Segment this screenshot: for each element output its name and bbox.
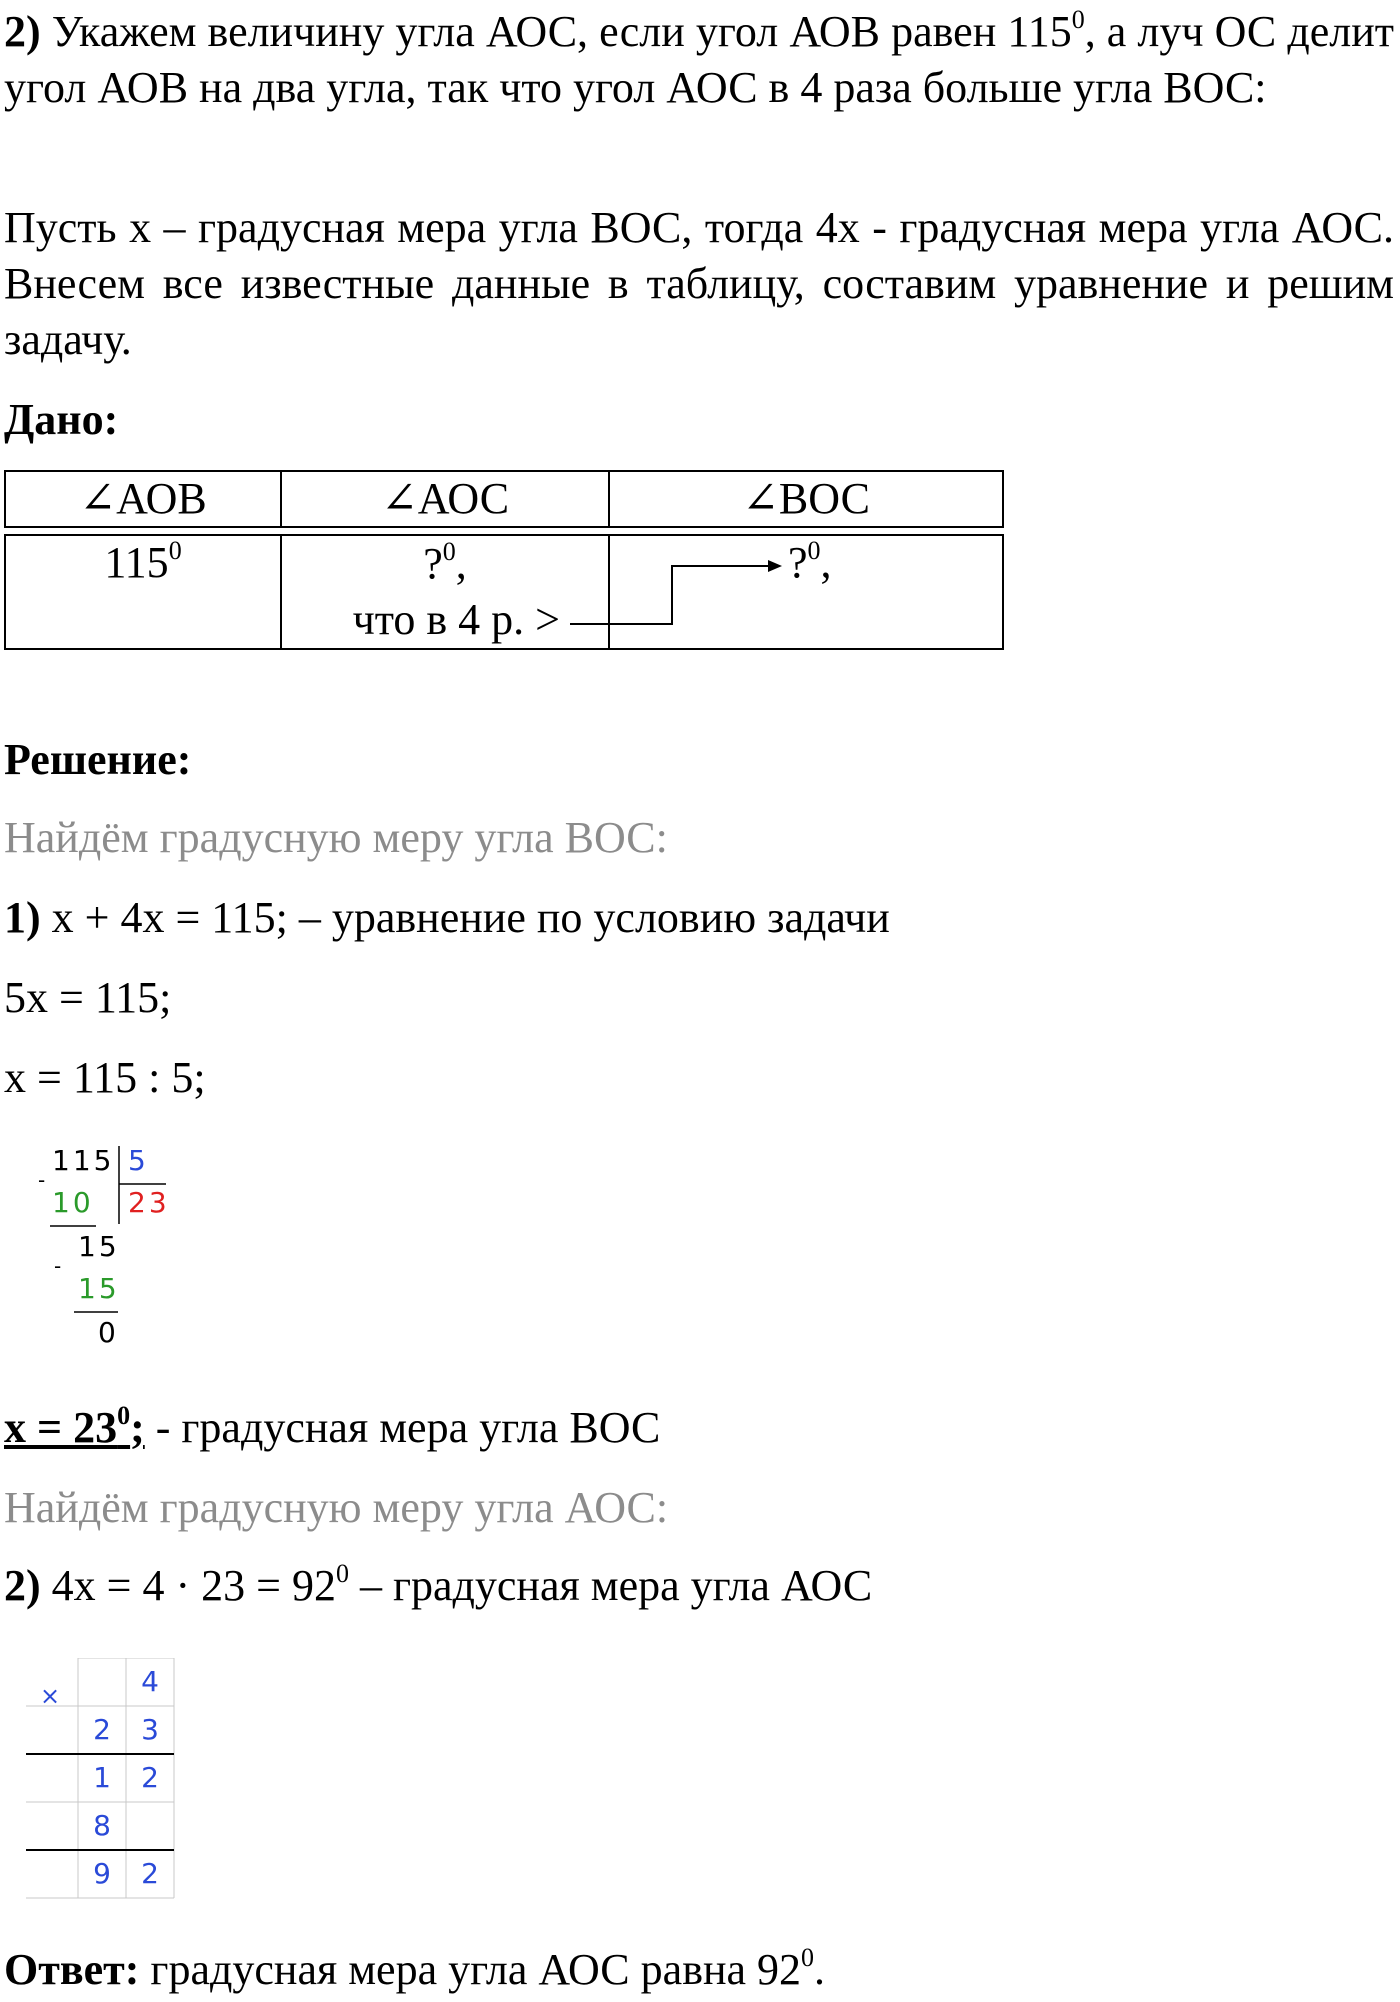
- value-boc: ?$^0$,: [608, 534, 1004, 650]
- quotient: 23: [128, 1186, 170, 1219]
- grid-cell: 8: [93, 1809, 111, 1842]
- grid-cell: 3: [141, 1713, 159, 1746]
- division-lines: [34, 1144, 184, 1359]
- find-aoc-text: Найдём градусную меру угла АОС:: [4, 1483, 669, 1532]
- comparison-note: что в 4 р. >: [352, 595, 560, 644]
- header-aoc: ∠АОС: [280, 470, 610, 528]
- equation-x: х = 115 : 5;: [4, 1053, 206, 1102]
- minus-1: -: [38, 1168, 49, 1192]
- remainder-1: 15: [78, 1230, 120, 1263]
- problem-number: 2): [4, 7, 41, 56]
- dividend: 115: [52, 1144, 115, 1177]
- equation-5x: 5х = 115;: [4, 973, 172, 1022]
- grid-cell: 9: [93, 1857, 111, 1890]
- header-aob: ∠АОВ: [4, 470, 282, 528]
- problem-statement: [4, 4, 1394, 116]
- problem-text-1: Укажем величину угла АОС, если угол АОВ равен 115: [40, 7, 1072, 56]
- intro-paragraph: Пусть х – градусная мера угла ВОС, тогда 4х - градусная мера угла АОС. Внесем все известные данные в таблицу, составим уравнение и решим задачу.: [4, 203, 1394, 364]
- grid-cell: 2: [141, 1761, 159, 1794]
- subtrahend-2: 15: [78, 1272, 120, 1305]
- value-aob: $115^0$: [4, 534, 282, 650]
- grid-cell: 4: [141, 1665, 159, 1698]
- answer-line: Ответ: градусная мера угла АОС равна $92^0$.: [4, 1943, 826, 1994]
- degree-mark: 0: [1071, 5, 1085, 34]
- grid-cell: 1: [93, 1761, 111, 1794]
- divisor: 5: [128, 1144, 149, 1177]
- times-sign: ×: [39, 1682, 61, 1710]
- step2-line: 2) $4х = 4 \cdot 23 = 92^0$ – градусная мера угла АОС: [4, 1559, 873, 1610]
- value-aoc: ?$^0$, что в 4 р. >: [280, 534, 610, 650]
- find-boc-text: Найдём градусную меру угла ВОС:: [4, 813, 668, 862]
- solution-heading: Решение:: [4, 735, 192, 784]
- given-table: [4, 470, 1004, 650]
- long-division: [34, 1144, 184, 1359]
- grid-cell: 2: [141, 1857, 159, 1890]
- subtrahend-1: 10: [52, 1186, 94, 1219]
- header-boc: ∠ВОС: [608, 470, 1004, 528]
- final-remainder: 0: [98, 1316, 119, 1349]
- x-result-line: $х = 23^0$; - градусная мера угла ВОС: [4, 1401, 661, 1452]
- minus-2: -: [54, 1254, 65, 1278]
- step1-line: 1) х + 4х = 115; – уравнение по условию задачи: [4, 893, 890, 942]
- given-heading: Дано:: [4, 395, 119, 444]
- problem-text-2: , а луч ОС делит угол АОВ на два угла, так что угол АОС в 4 раза больше угла ВОС:: [4, 7, 1394, 112]
- grid-cell: 2: [93, 1713, 111, 1746]
